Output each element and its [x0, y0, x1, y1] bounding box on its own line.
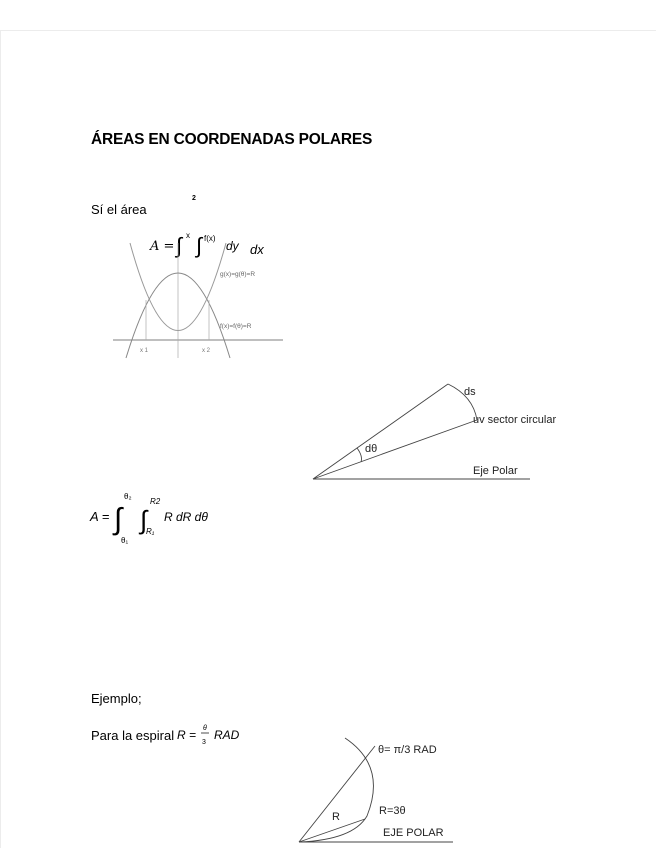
theta-ray [299, 746, 375, 842]
rad-unit: RAD [214, 728, 240, 742]
inner-upper-limit: R2 [150, 497, 161, 506]
integrand-dy: dy [226, 239, 239, 253]
example-heading: Ejemplo; [91, 691, 142, 706]
x2-label: x 2 [202, 348, 211, 354]
fraction-numerator: θ [203, 725, 207, 732]
spiral-formula [176, 718, 246, 750]
fraction-denominator: 3 [202, 739, 206, 746]
r-equation-label: R=3θ [379, 805, 406, 817]
area-integrand: R dR dθ [164, 510, 208, 524]
f-label: f(x)=f(θ)=R [220, 323, 252, 330]
spiral-lhs: R = [177, 728, 197, 742]
outer-lower-limit: θ₁ [121, 536, 129, 545]
theta-label: θ= π/3 RAD [378, 744, 437, 756]
sector-lower-ray [313, 420, 477, 479]
sector-label: uv sector circular [473, 414, 557, 426]
integral-sign-inner: ∫ [196, 233, 203, 258]
g-label: g(x)=g(θ)=R [220, 271, 256, 278]
r-label: R [332, 811, 340, 823]
superscript-two: 2 [192, 195, 196, 202]
sector-upper-ray [313, 384, 448, 479]
inner-integral-sign: ∫ [140, 505, 148, 535]
formula-lhs: A = [150, 239, 175, 254]
dtheta-arc [357, 448, 362, 462]
polar-axis-label: EJE POLAR [383, 827, 444, 839]
dtheta-label: dθ [365, 443, 378, 455]
spiral-curve [299, 738, 373, 842]
area-between-curves-figure [108, 228, 293, 363]
page-top-edge [0, 30, 656, 31]
circular-sector-figure [305, 378, 565, 483]
polar-axis-label: Eje Polar [473, 465, 518, 477]
page-left-edge [0, 30, 1, 848]
x1-label: x 1 [140, 348, 149, 354]
spiral-figure [295, 736, 475, 846]
area-lhs: A = [90, 509, 110, 524]
example-text: Para la espiral [91, 728, 175, 743]
upper-limit-outer: x [186, 231, 190, 240]
integral-sign-outer: ∫ [176, 233, 183, 258]
dx-symbol: dx [250, 242, 264, 257]
upper-limit-inner: f(x) [204, 234, 216, 243]
outer-upper-limit: θ₂ [124, 492, 132, 501]
outer-integral-sign: ∫ [114, 503, 123, 536]
inner-lower-limit: R₁ [146, 527, 155, 536]
intro-text: Sí el área [91, 202, 147, 217]
page-title: ÁREAS EN COORDENADAS POLARES [91, 131, 373, 148]
ds-label: ds [464, 386, 476, 398]
area-double-integral [88, 490, 228, 550]
